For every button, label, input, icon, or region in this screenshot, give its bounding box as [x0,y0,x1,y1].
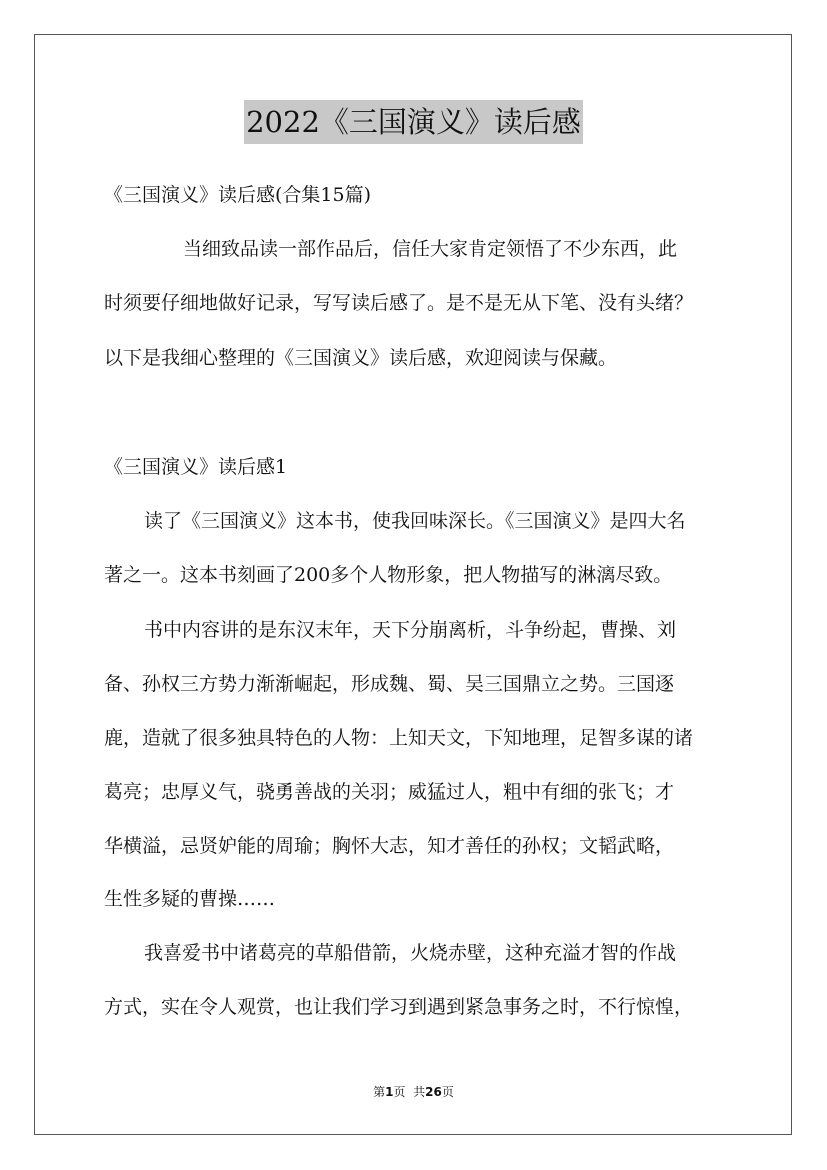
intro-line-1: 当细致品读一部作品后，信任大家肯定领悟了不少东西，此 [183,238,678,260]
section-heading: 《三国演义》读后感1 [104,456,288,478]
paragraph-line: 葛亮；忠厚义气，骁勇善战的关羽；威猛过人，粗中有细的张飞；才 [104,781,675,803]
document-subtitle: 《三国演义》读后感(合集15篇) [104,184,372,206]
paragraph-line: 生性多疑的曹操…… [104,888,276,910]
paragraph-line: 鹿，造就了很多独具特色的人物：上知天文，下知地理，足智多谋的诸 [104,727,694,749]
page-footer [0,1083,827,1100]
footer-current-page: 1 [385,1085,394,1099]
paragraph-line: 书中内容讲的是东汉末年，天下分崩离析，斗争纷起，曹操、刘 [144,619,677,641]
paragraph-line: 著之一。这本书刻画了200多个人物形象，把人物描写的淋漓尽致。 [104,564,673,586]
footer-page-mid: 页 共 [393,1085,426,1099]
footer-page-suffix: 页 [441,1085,454,1099]
paragraph-line: 备、孙权三方势力渐渐崛起，形成魏、蜀、吴三国鼎立之势。三国逐 [104,673,675,695]
paragraph-line: 读了《三国演义》这本书，使我回味深长。《三国演义》是四大名 [144,510,686,532]
footer-total-pages: 26 [425,1085,442,1099]
paragraph-line: 华横溢，忌贤妒能的周瑜；胸怀大志，知才善任的孙权；文韬武略， [104,835,675,857]
document-title: 2022《三国演义》读后感 [244,100,583,144]
footer-page-prefix: 第 [373,1085,386,1099]
paragraph-line: 我喜爱书中诸葛亮的草船借箭，火烧赤壁，这种充溢才智的作战 [144,942,677,964]
intro-line-2: 时须要仔细地做好记录，写写读后感了。是不是无从下笔、没有头绪？ [104,292,694,314]
intro-line-3: 以下是我细心整理的《三国演义》读后感，欢迎阅读与保藏。 [104,347,618,369]
title-container [0,100,827,144]
paragraph-line: 方式，实在令人观赏，也让我们学习到遇到紧急事务之时，不行惊惶， [104,996,694,1018]
